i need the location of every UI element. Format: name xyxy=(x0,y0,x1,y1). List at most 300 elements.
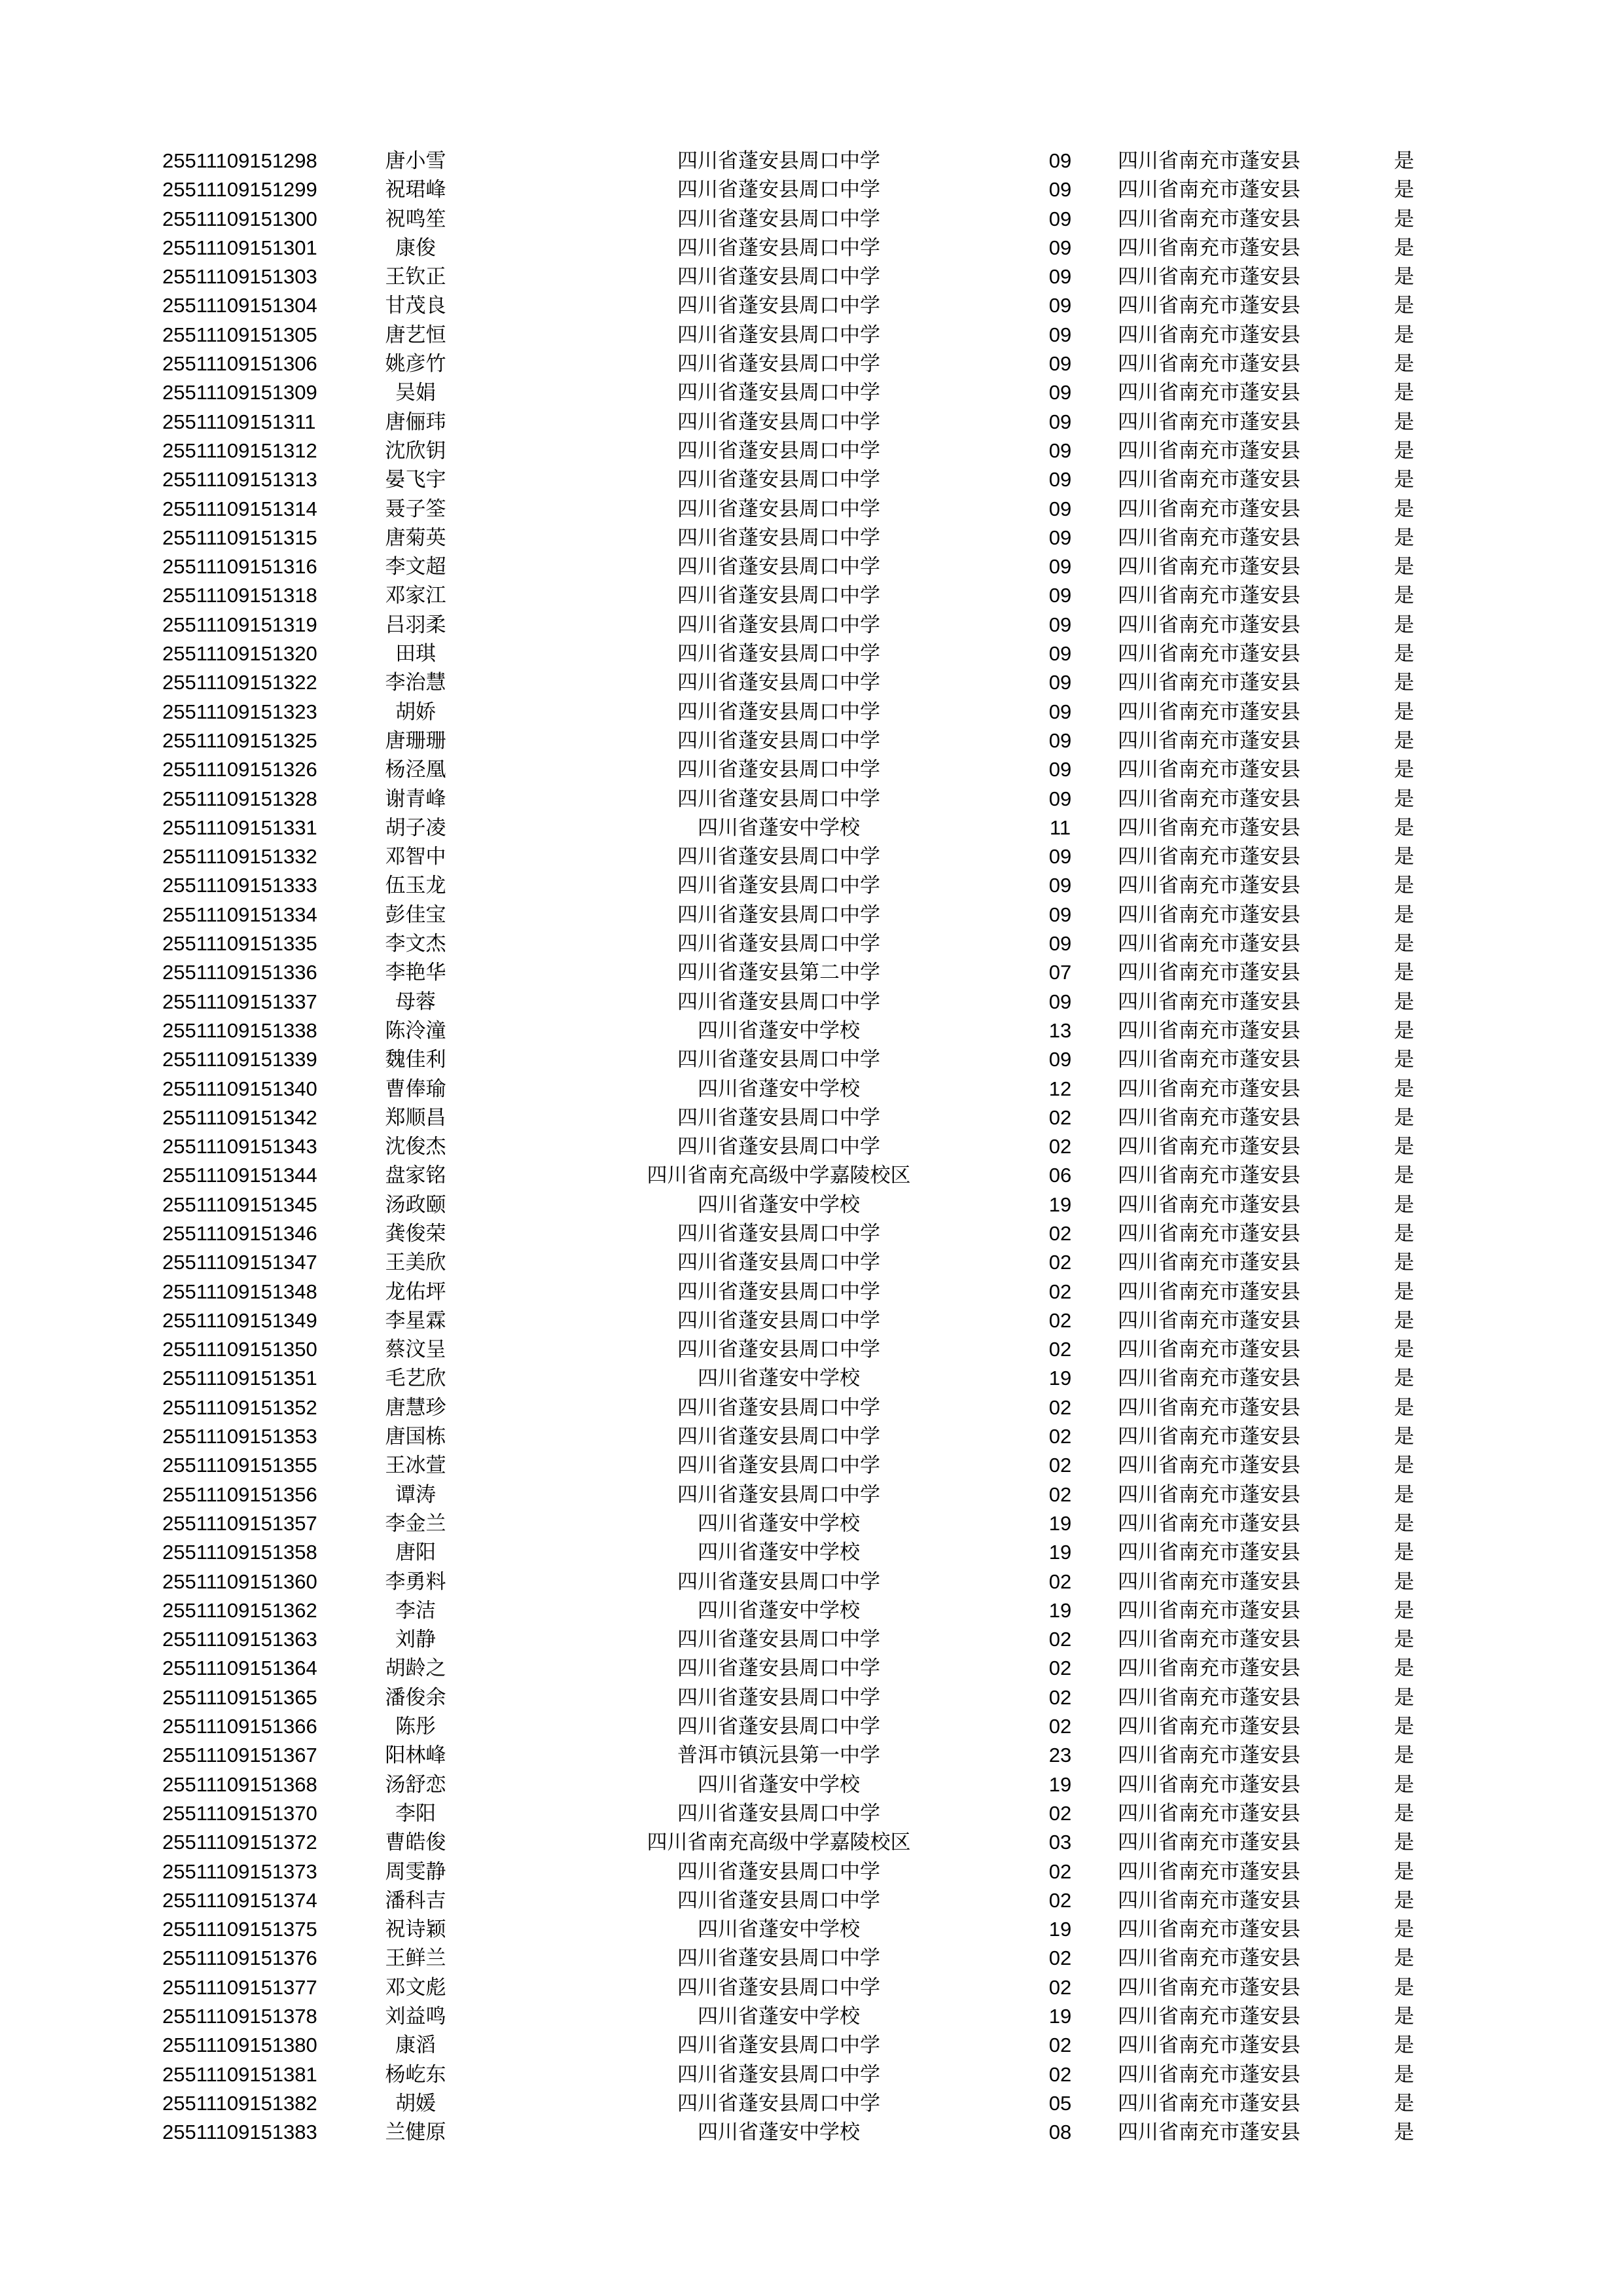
category-code: 09 xyxy=(1048,178,1072,202)
candidate-id: 25511109151333 xyxy=(162,874,317,897)
region-name: 四川省南充市蓬安县 xyxy=(1118,1395,1300,1420)
table-row xyxy=(0,291,1623,320)
table-row xyxy=(0,2031,1623,2060)
status-flag: 是 xyxy=(1394,1135,1414,1159)
candidate-name: 邓文彪 xyxy=(385,1975,446,2000)
region-name: 四川省南充市蓬安县 xyxy=(1118,1105,1300,1130)
status-flag: 是 xyxy=(1394,2005,1414,2028)
status-flag: 是 xyxy=(1394,381,1414,405)
status-flag: 是 xyxy=(1394,1221,1414,1246)
candidate-id: 25511109151301 xyxy=(162,236,317,259)
school-name: 四川省蓬安县周口中学 xyxy=(677,671,880,695)
candidate-id: 25511109151366 xyxy=(162,1715,317,1738)
category-code: 07 xyxy=(1048,961,1072,984)
category-code: 02 xyxy=(1048,1425,1072,1448)
region-name: 四川省南充市蓬安县 xyxy=(1118,1888,1300,1912)
school-name: 四川省蓬安县周口中学 xyxy=(677,149,880,173)
school-name: 四川省蓬安中学校 xyxy=(698,816,860,840)
status-flag: 是 xyxy=(1394,526,1414,550)
category-code: 09 xyxy=(1048,526,1072,549)
candidate-name: 沈俊杰 xyxy=(385,1135,446,1159)
table-row xyxy=(0,1915,1623,1944)
candidate-id: 25511109151299 xyxy=(162,178,317,202)
school-name: 四川省蓬安县周口中学 xyxy=(677,1048,880,1072)
candidate-id: 25511109151298 xyxy=(162,149,317,172)
region-name: 四川省南充市蓬安县 xyxy=(1118,1164,1300,1188)
status-flag: 是 xyxy=(1394,1831,1414,1855)
category-code: 02 xyxy=(1048,1221,1072,1245)
region-name: 四川省南充市蓬安县 xyxy=(1118,1570,1300,1594)
category-code: 11 xyxy=(1049,816,1071,839)
status-flag: 是 xyxy=(1394,1598,1414,1623)
region-name: 四川省南充市蓬安县 xyxy=(1118,613,1300,637)
status-flag: 是 xyxy=(1394,613,1414,637)
status-flag: 是 xyxy=(1394,1193,1414,1217)
table-row xyxy=(0,524,1623,552)
table-row xyxy=(0,1568,1623,1596)
category-code: 06 xyxy=(1048,1164,1072,1187)
status-flag: 是 xyxy=(1394,2121,1414,2145)
region-name: 四川省南充市蓬安县 xyxy=(1118,1280,1300,1304)
table-row xyxy=(0,2002,1623,2031)
school-name: 四川省南充高级中学嘉陵校区 xyxy=(647,1831,911,1855)
school-name: 四川省蓬安县周口中学 xyxy=(677,1221,880,1246)
candidate-name: 郑顺昌 xyxy=(385,1105,446,1130)
region-name: 四川省南充市蓬安县 xyxy=(1118,874,1300,898)
status-flag: 是 xyxy=(1394,294,1414,318)
table-row xyxy=(0,350,1623,378)
candidate-id: 25511109151326 xyxy=(162,758,317,781)
candidate-id: 25511109151352 xyxy=(162,1395,317,1419)
table-row xyxy=(0,1625,1623,1654)
table-row xyxy=(0,785,1623,814)
category-code: 09 xyxy=(1048,932,1072,956)
category-code: 09 xyxy=(1048,874,1072,897)
school-name: 四川省蓬安县周口中学 xyxy=(677,845,880,869)
table-row xyxy=(0,321,1623,350)
candidate-id: 25511109151382 xyxy=(162,2091,317,2115)
candidate-id: 25511109151373 xyxy=(162,1859,317,1883)
table-row xyxy=(0,495,1623,524)
candidate-name: 谭涛 xyxy=(395,1482,436,1507)
region-name: 四川省南充市蓬安县 xyxy=(1118,584,1300,608)
candidate-id: 25511109151347 xyxy=(162,1251,317,1274)
candidate-id: 25511109151319 xyxy=(162,613,317,636)
status-flag: 是 xyxy=(1394,1888,1414,1912)
candidate-id: 25511109151305 xyxy=(162,323,317,346)
candidate-id: 25511109151322 xyxy=(162,671,317,694)
table-row xyxy=(0,1480,1623,1509)
school-name: 四川省蓬安县周口中学 xyxy=(677,294,880,318)
table-row xyxy=(0,929,1623,958)
status-flag: 是 xyxy=(1394,1946,1414,1971)
school-name: 四川省蓬安县周口中学 xyxy=(677,1395,880,1420)
candidate-id: 25511109151336 xyxy=(162,961,317,984)
table-row xyxy=(0,552,1623,581)
school-name: 四川省蓬安中学校 xyxy=(698,1598,860,1623)
table-row xyxy=(0,1828,1623,1857)
status-flag: 是 xyxy=(1394,207,1414,231)
category-code: 09 xyxy=(1048,439,1072,462)
candidate-id: 25511109151367 xyxy=(162,1744,317,1767)
school-name: 四川省蓬安县周口中学 xyxy=(677,1425,880,1449)
candidate-id: 25511109151358 xyxy=(162,1541,317,1564)
candidate-name: 唐国栋 xyxy=(385,1425,446,1449)
region-name: 四川省南充市蓬安县 xyxy=(1118,2121,1300,2145)
school-name: 四川省蓬安中学校 xyxy=(698,1077,860,1101)
status-flag: 是 xyxy=(1394,236,1414,260)
region-name: 四川省南充市蓬安县 xyxy=(1118,671,1300,695)
table-row xyxy=(0,1219,1623,1248)
candidate-id: 25511109151378 xyxy=(162,2005,317,2028)
candidate-id: 25511109151375 xyxy=(162,1918,317,1941)
table-row xyxy=(0,2118,1623,2147)
region-name: 四川省南充市蓬安县 xyxy=(1118,1048,1300,1072)
candidate-name: 唐阳 xyxy=(395,1541,436,1565)
candidate-id: 25511109151357 xyxy=(162,1511,317,1535)
region-name: 四川省南充市蓬安县 xyxy=(1118,1918,1300,1942)
status-flag: 是 xyxy=(1394,1367,1414,1391)
candidate-id: 25511109151304 xyxy=(162,294,317,317)
candidate-name: 唐珊珊 xyxy=(385,728,446,753)
candidate-name: 周雯静 xyxy=(385,1859,446,1884)
candidate-name: 谢青峰 xyxy=(385,787,446,811)
table-row xyxy=(0,175,1623,204)
status-flag: 是 xyxy=(1394,1251,1414,1275)
category-code: 09 xyxy=(1048,555,1072,579)
region-name: 四川省南充市蓬安县 xyxy=(1118,1425,1300,1449)
candidate-id: 25511109151360 xyxy=(162,1570,317,1593)
region-name: 四川省南充市蓬安县 xyxy=(1118,2062,1300,2087)
region-name: 四川省南充市蓬安县 xyxy=(1118,903,1300,927)
candidate-name: 胡媛 xyxy=(395,2091,436,2115)
category-code: 09 xyxy=(1048,207,1072,230)
school-name: 四川省蓬安县周口中学 xyxy=(677,613,880,637)
category-code: 09 xyxy=(1048,728,1072,752)
candidate-name: 杨泾凰 xyxy=(385,758,446,782)
category-code: 02 xyxy=(1048,1859,1072,1883)
region-name: 四川省南充市蓬安县 xyxy=(1118,1598,1300,1623)
table-row xyxy=(0,1770,1623,1799)
status-flag: 是 xyxy=(1394,149,1414,173)
candidate-id: 25511109151332 xyxy=(162,845,317,869)
region-name: 四川省南充市蓬安县 xyxy=(1118,1801,1300,1825)
region-name: 四川省南充市蓬安县 xyxy=(1118,526,1300,550)
candidate-name: 胡龄之 xyxy=(385,1657,446,1681)
table-row xyxy=(0,1132,1623,1161)
school-name: 四川省蓬安县周口中学 xyxy=(677,1454,880,1478)
category-code: 19 xyxy=(1048,1598,1072,1622)
candidate-name: 刘静 xyxy=(395,1628,436,1652)
region-name: 四川省南充市蓬安县 xyxy=(1118,1338,1300,1362)
status-flag: 是 xyxy=(1394,323,1414,347)
region-name: 四川省南充市蓬安县 xyxy=(1118,1946,1300,1971)
status-flag: 是 xyxy=(1394,410,1414,434)
region-name: 四川省南充市蓬安县 xyxy=(1118,410,1300,434)
status-flag: 是 xyxy=(1394,1425,1414,1449)
region-name: 四川省南充市蓬安县 xyxy=(1118,1193,1300,1217)
table-row xyxy=(0,147,1623,175)
table-row xyxy=(0,1973,1623,2002)
candidate-name: 杨屹东 xyxy=(385,2062,446,2087)
category-code: 09 xyxy=(1048,149,1072,172)
region-name: 四川省南充市蓬安县 xyxy=(1118,265,1300,289)
category-code: 02 xyxy=(1048,1308,1072,1332)
table-row xyxy=(0,1509,1623,1538)
school-name: 四川省蓬安中学校 xyxy=(698,2121,860,2145)
candidate-id: 25511109151349 xyxy=(162,1308,317,1332)
status-flag: 是 xyxy=(1394,1482,1414,1507)
status-flag: 是 xyxy=(1394,1164,1414,1188)
region-name: 四川省南充市蓬安县 xyxy=(1118,468,1300,492)
candidate-id: 25511109151306 xyxy=(162,352,317,376)
region-name: 四川省南充市蓬安县 xyxy=(1118,1859,1300,1884)
region-name: 四川省南充市蓬安县 xyxy=(1118,1685,1300,1710)
category-code: 02 xyxy=(1048,1135,1072,1158)
school-name: 四川省蓬安县周口中学 xyxy=(677,1308,880,1333)
candidate-id: 25511109151328 xyxy=(162,787,317,810)
category-code: 02 xyxy=(1048,1251,1072,1274)
candidate-id: 25511109151362 xyxy=(162,1598,317,1622)
status-flag: 是 xyxy=(1394,1395,1414,1420)
candidate-name: 吕羽柔 xyxy=(385,613,446,637)
table-row xyxy=(0,1741,1623,1770)
category-code: 09 xyxy=(1048,990,1072,1013)
candidate-id: 25511109151338 xyxy=(162,1018,317,1042)
category-code: 09 xyxy=(1048,584,1072,607)
category-code: 02 xyxy=(1048,1657,1072,1680)
table-row xyxy=(0,958,1623,987)
status-flag: 是 xyxy=(1394,990,1414,1014)
candidate-name: 邓智中 xyxy=(385,845,446,869)
category-code: 13 xyxy=(1048,1018,1072,1042)
school-name: 四川省蓬安县周口中学 xyxy=(677,352,880,376)
candidate-id: 25511109151344 xyxy=(162,1164,317,1187)
candidate-id: 25511109151300 xyxy=(162,207,317,230)
candidate-id: 25511109151368 xyxy=(162,1772,317,1796)
school-name: 四川省蓬安县周口中学 xyxy=(677,178,880,202)
candidate-id: 25511109151376 xyxy=(162,1946,317,1970)
school-name: 四川省蓬安县周口中学 xyxy=(677,265,880,289)
school-name: 四川省蓬安县周口中学 xyxy=(677,1715,880,1739)
category-code: 02 xyxy=(1048,1628,1072,1651)
candidate-name: 陈泠潼 xyxy=(385,1018,446,1043)
region-name: 四川省南充市蓬安县 xyxy=(1118,1831,1300,1855)
category-code: 02 xyxy=(1048,1482,1072,1506)
region-name: 四川省南充市蓬安县 xyxy=(1118,1077,1300,1101)
category-code: 02 xyxy=(1048,2034,1072,2057)
candidate-name: 王钦正 xyxy=(385,265,446,289)
status-flag: 是 xyxy=(1394,1077,1414,1101)
status-flag: 是 xyxy=(1394,1048,1414,1072)
candidate-id: 25511109151334 xyxy=(162,903,317,926)
candidate-name: 李勇料 xyxy=(385,1570,446,1594)
category-code: 09 xyxy=(1048,265,1072,289)
status-flag: 是 xyxy=(1394,874,1414,898)
status-flag: 是 xyxy=(1394,961,1414,985)
candidate-name: 王美欣 xyxy=(385,1251,446,1275)
school-name: 四川省蓬安中学校 xyxy=(698,1918,860,1942)
school-name: 四川省蓬安县周口中学 xyxy=(677,1801,880,1825)
region-name: 四川省南充市蓬安县 xyxy=(1118,236,1300,260)
candidate-id: 25511109151345 xyxy=(162,1193,317,1216)
table-row xyxy=(0,1857,1623,1886)
candidate-name: 晏飞宇 xyxy=(385,468,446,492)
table-row xyxy=(0,205,1623,234)
table-row xyxy=(0,1886,1623,1915)
candidate-id: 25511109151365 xyxy=(162,1685,317,1709)
candidate-id: 25511109151348 xyxy=(162,1280,317,1303)
school-name: 四川省蓬安中学校 xyxy=(698,1193,860,1217)
region-name: 四川省南充市蓬安县 xyxy=(1118,816,1300,840)
region-name: 四川省南充市蓬安县 xyxy=(1118,352,1300,376)
status-flag: 是 xyxy=(1394,497,1414,521)
table-row xyxy=(0,1422,1623,1451)
category-code: 19 xyxy=(1048,1511,1072,1535)
candidate-id: 25511109151312 xyxy=(162,439,317,462)
category-code: 09 xyxy=(1048,845,1072,869)
status-flag: 是 xyxy=(1394,2062,1414,2087)
candidate-name: 姚彦竹 xyxy=(385,352,446,376)
status-flag: 是 xyxy=(1394,1570,1414,1594)
category-code: 09 xyxy=(1048,236,1072,259)
table-row xyxy=(0,2060,1623,2089)
school-name: 四川省蓬安县周口中学 xyxy=(677,990,880,1014)
category-code: 09 xyxy=(1048,294,1072,317)
school-name: 四川省蓬安县周口中学 xyxy=(677,2091,880,2115)
category-code: 09 xyxy=(1048,700,1072,723)
status-flag: 是 xyxy=(1394,2034,1414,2058)
category-code: 09 xyxy=(1048,671,1072,694)
region-name: 四川省南充市蓬安县 xyxy=(1118,2034,1300,2058)
candidate-id: 25511109151315 xyxy=(162,526,317,549)
candidate-name: 甘茂良 xyxy=(385,294,446,318)
school-name: 四川省蓬安县周口中学 xyxy=(677,410,880,434)
school-name: 四川省蓬安县周口中学 xyxy=(677,874,880,898)
candidate-id: 25511109151351 xyxy=(162,1367,317,1390)
status-flag: 是 xyxy=(1394,1541,1414,1565)
table-row xyxy=(0,1364,1623,1393)
school-name: 四川省蓬安中学校 xyxy=(698,1772,860,1797)
category-code: 09 xyxy=(1048,1048,1072,1071)
status-flag: 是 xyxy=(1394,1628,1414,1652)
school-name: 四川省蓬安县周口中学 xyxy=(677,497,880,521)
school-name: 四川省蓬安中学校 xyxy=(698,1367,860,1391)
status-flag: 是 xyxy=(1394,1280,1414,1304)
candidate-name: 曹俸瑜 xyxy=(385,1077,446,1101)
candidate-id: 25511109151323 xyxy=(162,700,317,723)
status-flag: 是 xyxy=(1394,1511,1414,1535)
table-row xyxy=(0,1075,1623,1103)
candidate-name: 吴娟 xyxy=(395,381,436,405)
school-name: 四川省蓬安中学校 xyxy=(698,1541,860,1565)
region-name: 四川省南充市蓬安县 xyxy=(1118,1744,1300,1768)
table-row xyxy=(0,901,1623,929)
region-name: 四川省南充市蓬安县 xyxy=(1118,381,1300,405)
candidate-id: 25511109151377 xyxy=(162,1975,317,1999)
record-list xyxy=(0,147,1623,2147)
status-flag: 是 xyxy=(1394,932,1414,956)
region-name: 四川省南充市蓬安县 xyxy=(1118,961,1300,985)
candidate-name: 王冰萱 xyxy=(385,1454,446,1478)
category-code: 02 xyxy=(1048,1946,1072,1970)
region-name: 四川省南充市蓬安县 xyxy=(1118,497,1300,521)
school-name: 四川省蓬安县周口中学 xyxy=(677,555,880,579)
candidate-name: 唐菊英 xyxy=(385,526,446,550)
category-code: 09 xyxy=(1048,903,1072,926)
region-name: 四川省南充市蓬安县 xyxy=(1118,1308,1300,1333)
status-flag: 是 xyxy=(1394,700,1414,724)
category-code: 19 xyxy=(1048,1541,1072,1564)
candidate-name: 李治慧 xyxy=(385,671,446,695)
school-name: 四川省蓬安县周口中学 xyxy=(677,1338,880,1362)
candidate-id: 25511109151313 xyxy=(162,468,317,492)
school-name: 四川省蓬安中学校 xyxy=(698,1511,860,1535)
school-name: 四川省蓬安县第二中学 xyxy=(677,961,880,985)
table-row xyxy=(0,814,1623,842)
school-name: 四川省蓬安县周口中学 xyxy=(677,1975,880,2000)
candidate-name: 聂子筌 xyxy=(385,497,446,521)
school-name: 四川省蓬安县周口中学 xyxy=(677,758,880,782)
school-name: 四川省蓬安县周口中学 xyxy=(677,468,880,492)
school-name: 四川省蓬安县周口中学 xyxy=(677,1105,880,1130)
candidate-name: 汤舒恋 xyxy=(385,1772,446,1797)
table-row xyxy=(0,668,1623,697)
candidate-name: 彭佳宝 xyxy=(385,903,446,927)
region-name: 四川省南充市蓬安县 xyxy=(1118,700,1300,724)
candidate-id: 25511109151342 xyxy=(162,1105,317,1129)
table-row xyxy=(0,1944,1623,1973)
candidate-name: 邓家江 xyxy=(385,584,446,608)
candidate-name: 毛艺欣 xyxy=(385,1367,446,1391)
candidate-name: 母蓉 xyxy=(395,990,436,1014)
school-name: 四川省蓬安县周口中学 xyxy=(677,1628,880,1652)
table-row xyxy=(0,988,1623,1016)
status-flag: 是 xyxy=(1394,352,1414,376)
table-row xyxy=(0,1683,1623,1712)
status-flag: 是 xyxy=(1394,1744,1414,1768)
school-name: 普洱市镇沅县第一中学 xyxy=(677,1744,880,1768)
candidate-name: 盘家铭 xyxy=(385,1164,446,1188)
region-name: 四川省南充市蓬安县 xyxy=(1118,1367,1300,1391)
category-code: 02 xyxy=(1048,1801,1072,1825)
region-name: 四川省南充市蓬安县 xyxy=(1118,323,1300,347)
status-flag: 是 xyxy=(1394,1308,1414,1333)
region-name: 四川省南充市蓬安县 xyxy=(1118,294,1300,318)
status-flag: 是 xyxy=(1394,265,1414,289)
category-code: 02 xyxy=(1048,1338,1072,1361)
category-code: 19 xyxy=(1048,1367,1072,1390)
category-code: 05 xyxy=(1048,2091,1072,2115)
status-flag: 是 xyxy=(1394,642,1414,666)
status-flag: 是 xyxy=(1394,845,1414,869)
region-name: 四川省南充市蓬安县 xyxy=(1118,932,1300,956)
candidate-name: 祝珺峰 xyxy=(385,178,446,202)
candidate-id: 25511109151350 xyxy=(162,1338,317,1361)
table-row xyxy=(0,1393,1623,1422)
candidate-name: 兰健原 xyxy=(385,2121,446,2145)
region-name: 四川省南充市蓬安县 xyxy=(1118,555,1300,579)
candidate-id: 25511109151331 xyxy=(162,816,317,839)
candidate-name: 潘俊余 xyxy=(385,1685,446,1710)
region-name: 四川省南充市蓬安县 xyxy=(1118,787,1300,811)
status-flag: 是 xyxy=(1394,1105,1414,1130)
category-code: 19 xyxy=(1048,1772,1072,1796)
category-code: 02 xyxy=(1048,1280,1072,1303)
category-code: 09 xyxy=(1048,323,1072,346)
region-name: 四川省南充市蓬安县 xyxy=(1118,1772,1300,1797)
candidate-name: 祝鸣笙 xyxy=(385,207,446,231)
